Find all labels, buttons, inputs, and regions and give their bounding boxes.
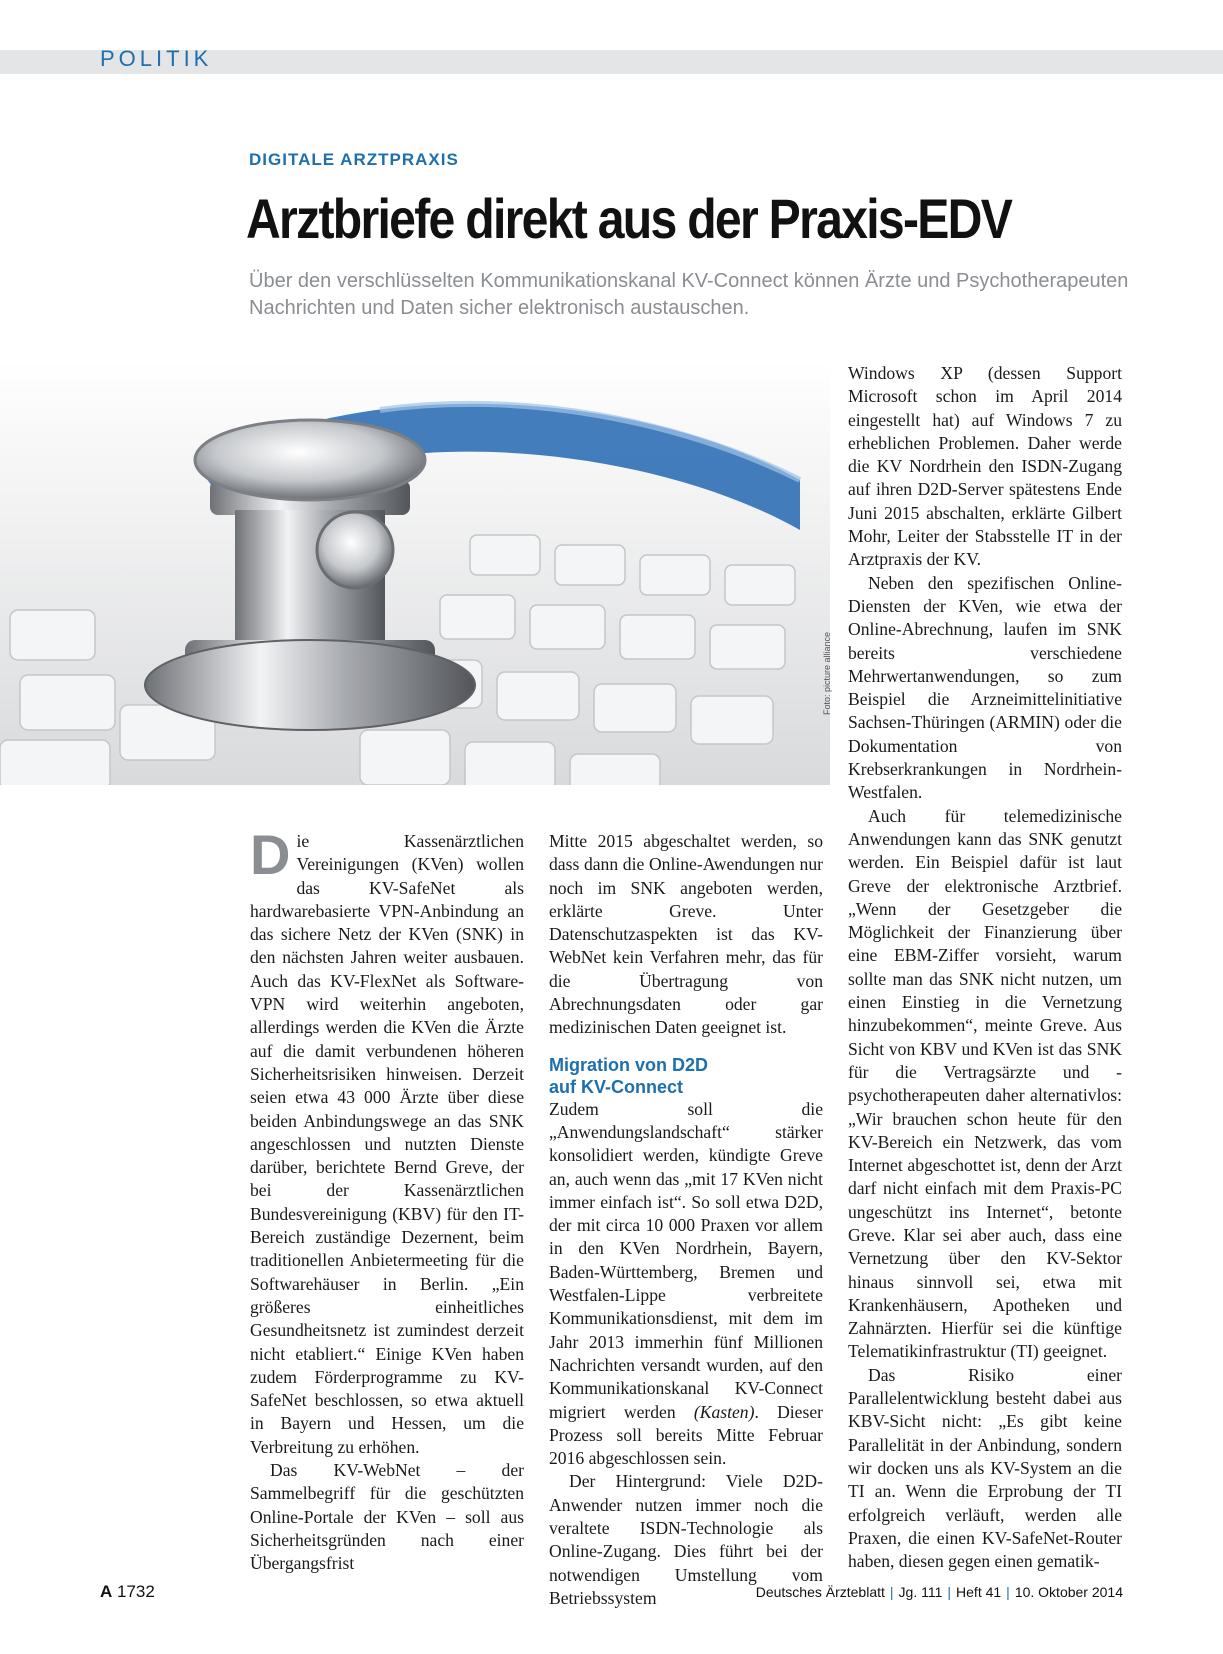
journal-volume: Jg. 111	[898, 1584, 943, 1600]
article-column-2	[549, 830, 823, 1610]
article-title: Arztbriefe direkt aus der Praxis-EDV	[246, 187, 1012, 250]
paragraph: Zudem soll die „Anwendungslandschaft“ stärker konsolidiert werden, kündigte Greve an, auch wenn das „mit 17 KVen nicht immer einfach ist“. So soll etwa D2D, der mit circa 10 000 Praxen vor allem in den KVen Nordrhein, Bayern, Baden-Württemberg, Bremen und Westfalen-Lippe verbreitete Kommunikationsdienst, mit dem im Jahr 2013 immerhin fünf Millionen Nachrichten versandt wurden, auf den Kommunikationskanal KV-Connect migriert werden (Kasten). Dieser Prozess soll bereits Mitte Februar 2016 abgeschlossen sein.	[549, 1098, 823, 1469]
article-subtitle: Über den verschlüsselten Kommunikationskanal KV-Connect können Ärzte und Psychotherapeuten Nachrichten und Daten sicher elektronisch austauschen.	[249, 270, 1129, 319]
paragraph: Mitte 2015 abgeschaltet werden, so dass dann die Online-Awendungen nur noch im SNK angeboten werden, erklärte Greve. Unter Datenschutzaspekten ist das KV-WebNet kein Verfahren mehr, das für die Übertragung von Abrechnungsdaten oder gar medizinischen Daten geeignet ist.	[549, 831, 823, 1038]
photo-credit: Foto: picture alliance	[822, 631, 832, 715]
article-column-3	[848, 362, 1122, 1573]
drop-cap: D	[250, 823, 291, 886]
article-photo	[0, 360, 830, 785]
paragraph: Auch für telemedizinische Anwendungen kann das SNK genutzt werden. Ein Beispiel dafür ist laut Greve der elektronische Arztbrief. „Wenn der Gesetzgeber die Möglichkeit der Finanzierung über eine EBM-Ziffer vorsieht, warum sollte man das SNK nicht nutzen, um einen Einstieg in die Vernetzung hinzubekommen“, meinte Greve. Aus Sicht von KBV und KVen ist das SNK für die Vertragsärzte und -psychotherapeuten daher alternativlos: „Wir brauchen schon heute für den KV-Bereich ein Netzwerk, das vom Internet abgeschottet ist, denn der Arzt darf nicht einfach mit dem Praxis-PC ungeschützt ins Internet“, betonte Greve. Klar sei aber auch, dass eine Vernetzung über den KV-Sektor hinaus sinnvoll sei, etwa mit Krankenhäusern, Apotheken und Zahnärzten. Hierfür sei die künftige Telematikinfrastruktur (TI) geeignet.	[848, 805, 1122, 1362]
journal-name: Deutsches Ärzteblatt	[755, 1584, 885, 1600]
section-label: POLITIK	[100, 46, 213, 71]
page-number: A 1732	[100, 1582, 155, 1601]
paragraph: Das KV-WebNet – der Sammelbegriff für die geschützten Online-Portale der KVen – soll aus Sicherheitsgründen nach einer Übergangsfrist	[250, 1460, 524, 1574]
journal-issue: Heft 41	[956, 1584, 1002, 1600]
paragraph: Die Kassenärztlichen Vereinigungen (KVen) wollen das KV-SafeNet als hardwarebasierte VPN-Anbindung an das sichere Netz der KVen (SNK) in den nächsten Jahren weiter ausbauen. Auch das KV-FlexNet als Software-VPN wird weiterhin angeboten, allerdings werden die KVen die Ärzte auf die damit verbundenen höheren Sicherheitsrisiken hinweisen. Derzeit seien etwa 43 000 Ärzte über diese beiden Anbindungswege an das SNK angeschlossen und nutzten Dienste darüber, berichtete Bernd Greve, der bei der Kassenärztlichen Bundesvereinigung (KBV) für den IT-Bereich zuständige Dezernent, beim traditionellen Anbietermeeting für die Softwarehäuser in Berlin. „Ein größeres einheitliches Gesundheitsnetz ist zumindest derzeit nicht etabliert.“ Einige KVen haben zudem Förderprogramme zu KV-SafeNet beschlossen, so etwa aktuell in Bayern und Hessen, um die Verbreitung zu erhöhen.	[250, 823, 524, 1457]
journal-footer: Deutsches Ärzteblatt | Jg. 111 | Heft 41 | 10. Oktober 2014	[755, 1584, 1123, 1600]
article-column-1	[250, 823, 524, 1576]
paragraph: Der Hintergrund: Viele D2D-Anwender nutzen immer noch die veraltete ISDN-Technologie als Online-Zugang. Dies führt bei der notwendigen Umstellung vom Betriebssystem	[549, 1471, 823, 1608]
article-kicker: DIGITALE ARZTPRAXIS	[249, 150, 459, 169]
paragraph: Neben den spezifischen Online-Diensten der KVen, wie etwa der Online-Abrechnung, laufen im SNK bereits verschiedene Mehrwertanwendungen, so zum Beispiel die Arzneimittelinitiative Sachsen-Thüringen (ARMIN) oder die Dokumentation von Krebserkrankungen in Nordrhein-Westfalen.	[848, 572, 1122, 803]
journal-date: 10. Oktober 2014	[1014, 1584, 1123, 1600]
subheading: Migration von D2D auf KV-Connect	[549, 1054, 709, 1097]
paragraph: Das Risiko einer Parallelentwicklung besteht dabei aus KBV-Sicht nicht: „Es gibt keine Parallelität in der Anbindung, sondern wir docken uns als KV-System an die TI an. Wenn die Erprobung der TI erfolgreich verläuft, werden alle Praxen, die einen KV-SafeNet-Router haben, diesen gegen einen gematik-	[848, 1364, 1122, 1572]
paragraph: Windows XP (dessen Support Microsoft schon im April 2014 eingestellt hat) auf Windows 7 zu erheblichen Problemen. Daher werde die KV Nordrhein den ISDN-Zugang auf ihren D2D-Server spätestens Ende Juni 2015 abschalten, erklärte Gilbert Mohr, Leiter der Stabsstelle IT in der Arztpraxis der KV.	[848, 363, 1122, 570]
